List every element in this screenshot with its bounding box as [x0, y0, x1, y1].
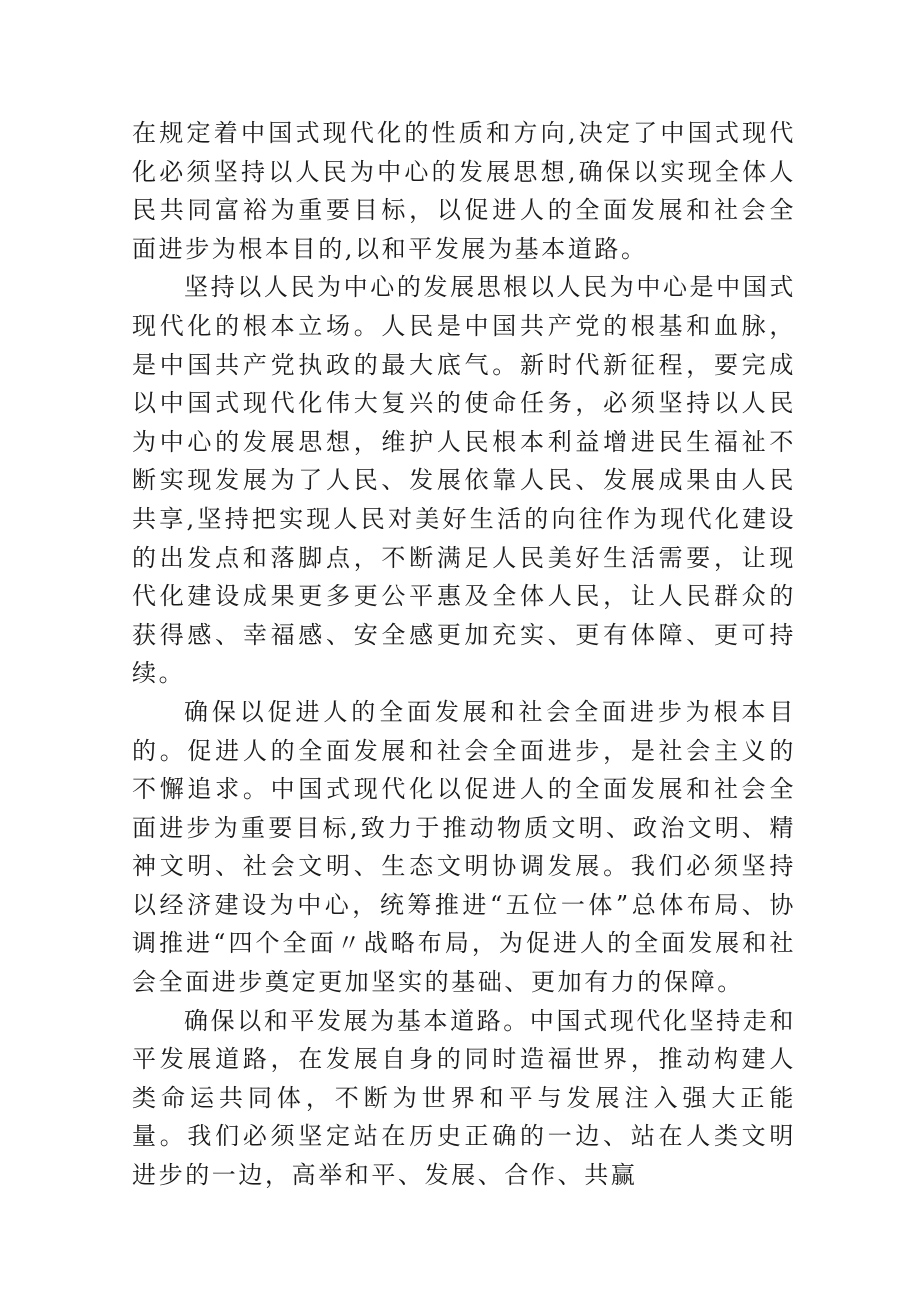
paragraph-peaceful-development: 确保以和平发展为基本道路。中国式现代化坚持走和平发展道路，在发展自身的同时造福世界，推动构建人类命运共同体，不断为世界和平与发展注入强大正能量。我们必须坚定站在历史正确的一边、站在人类文明进步的一边，高举和平、发展、合作、共赢: [132, 1006, 796, 1190]
paragraph-all-round-development: 确保以促进人的全面发展和社会全面进步为根本目的。促进人的全面发展和社会全面进步，是社会主义的不懈追求。中国式现代化以促进人的全面发展和社会全面进步为重要目标,致力于推动物质文明、政治文明、精神文明、社会文明、生态文明协调发展。我们必须坚持以经济建设为中心，统筹推进“五位一体”总体布局、协调推进“四个全面〃战略布局，为促进人的全面发展和社会全面进步奠定更加坚实的基础、更加有力的保障。: [132, 697, 796, 997]
document-body: [132, 114, 796, 1195]
paragraph-continuation: 在规定着中国式现代化的性质和方向,决定了中国式现代化必须坚持以人民为中心的发展思想,确保以实现全体人民共同富裕为重要目标，以促进人的全面发展和社会全面进步为根本目的,以和平发展为基本道路。: [132, 119, 796, 263]
paragraph-people-centered: 坚持以人民为中心的发展思根以人民为中心是中国式现代化的根本立场。人民是中国共产党的根基和血脉，是中国共产党执政的最大底气。新时代新征程，要完成以中国式现代化伟大复兴的使命任务，必须坚持以人民为中心的发展思想，维护人民根本利益增进民生福祉不断实现发展为了人民、发展依靠人民、发展成果由人民共享,坚持把实现人民对美好生活的向往作为现代化建设的出发点和落脚点，不断满足人民美好生活需要，让现代化建设成果更多更公平惠及全体人民，让人民群众的获得感、幸福感、安全感更加充实、更有体障、更可持续。: [132, 273, 796, 688]
